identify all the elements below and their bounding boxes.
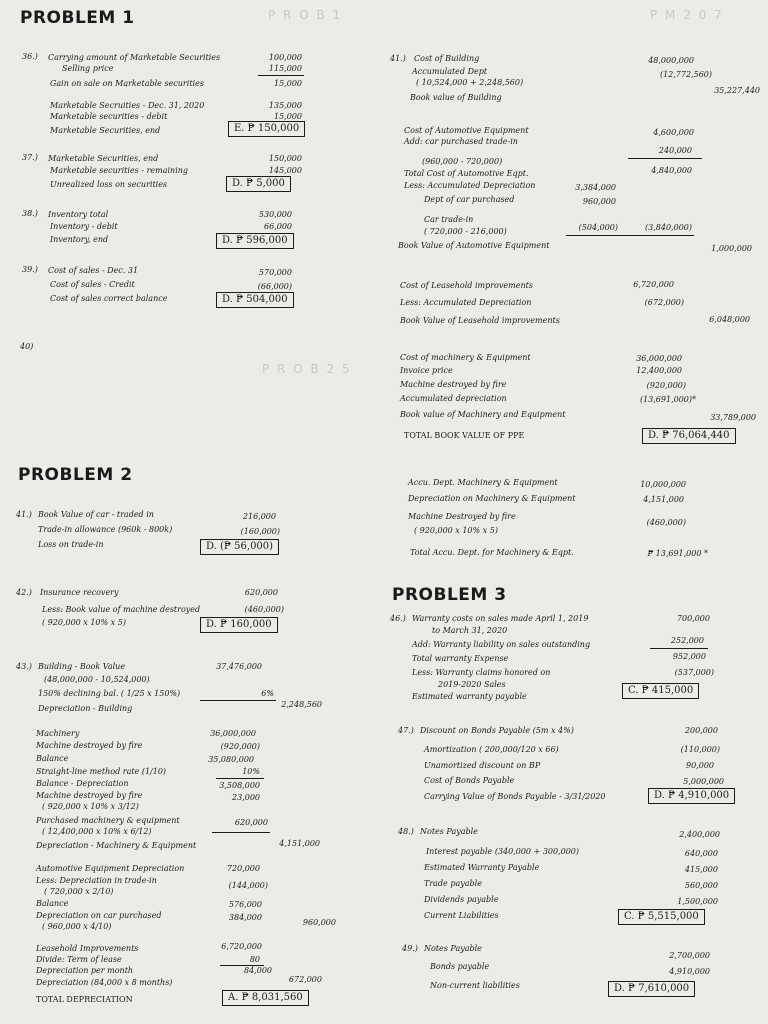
line-label: Inventory - debit [50, 222, 118, 231]
line-label: Cost of machinery & Equipment [400, 353, 531, 362]
separator-line [258, 75, 304, 76]
line-label: Inventory, end [50, 235, 109, 244]
line-label: Less: Depreciation in trade-in [36, 876, 157, 885]
line-value: 3,508,000 [219, 781, 260, 790]
line-label: Warranty costs on sales made April 1, 2019 [412, 614, 589, 623]
question-number: 49.) [402, 944, 418, 953]
line-label: Unamortized discount on BP [424, 761, 541, 770]
line-label: ( 10,524,000 + 2,248,560) [416, 78, 524, 87]
line-value: 5,000,000 [683, 777, 724, 786]
line-label: Machine destroyed by fire [400, 380, 507, 389]
line-label: Less: Accumulated Depreciation [400, 298, 532, 307]
line-label: Purchased machinery & equipment [36, 816, 180, 825]
line-label: ( 920,000 x 10% x 5) [42, 618, 126, 627]
problem-1-heading: PROBLEM 1 [20, 8, 135, 28]
line-label: ( 920,000 x 10% x 5) [414, 526, 498, 535]
line-label: Add: Warranty liability on sales outstanding [412, 640, 591, 649]
line-label: Cost of Automotive Equipment [404, 126, 529, 135]
line-label: Interest payable (340,000 + 300,000) [426, 847, 580, 856]
line-label: Book Value of Automotive Equipment [398, 241, 550, 250]
answer-box: E. ₱ 150,000 [228, 121, 305, 137]
line-value: 240,000 [658, 146, 692, 155]
line-label: Depreciation on Machinery & Equipment [408, 494, 576, 503]
question-number: 41.) [390, 54, 406, 63]
line-label: Notes Payable [420, 827, 478, 836]
line-value: 3,384,000 [575, 183, 616, 192]
answer-box: D. ₱ 160,000 [200, 617, 278, 633]
answer-box: A. ₱ 8,031,560 [222, 990, 309, 1006]
line-label: Accumulated depreciation [400, 394, 507, 403]
line-label: Depreciation (84,000 x 8 months) [36, 978, 173, 987]
line-label: Marketable Securities, end [48, 154, 159, 163]
line-value: 640,000 [684, 849, 718, 858]
answer-box: D. ₱ 76,064,440 [642, 428, 736, 444]
faint-bleed-text: P R O B 1 [268, 8, 343, 22]
line-value: 2,400,000 [679, 830, 720, 839]
line-label: Cost of sales - Credit [50, 280, 135, 289]
line-value: (504,000) [578, 223, 618, 232]
line-value: 720,000 [226, 864, 260, 873]
line-value: 4,151,000 [279, 839, 320, 848]
line-label: Total warranty Expense [412, 654, 509, 663]
line-label: Cost of Building [414, 54, 480, 63]
line-value: 4,151,000 [643, 495, 684, 504]
line-label: Book Value of Leasehold improvements [400, 316, 560, 325]
line-label: Total Cost of Automotive Eqpt. [404, 169, 529, 178]
line-value: (920,000) [646, 381, 686, 390]
answer-box: D. ₱ 504,000 [216, 292, 294, 308]
separator-line [212, 832, 270, 833]
line-label: Machine destroyed by fire [36, 791, 143, 800]
line-label: Notes Payable [424, 944, 482, 953]
line-value: 23,000 [232, 793, 260, 802]
line-label: Marketable securities - debit [50, 112, 168, 121]
line-value: (460,000) [646, 518, 686, 527]
line-label: 150% declining bal. ( 1/25 x 150%) [38, 689, 181, 698]
line-label: Unrealized loss on securities [50, 180, 168, 189]
line-value: 135,000 [268, 101, 302, 110]
line-label: Dept of car purchased [424, 195, 515, 204]
line-label: TOTAL BOOK VALUE OF PPE [404, 431, 525, 440]
line-label: Straight-line method rate (1/10) [36, 767, 167, 776]
line-value: 6,048,000 [709, 315, 750, 324]
line-label: Marketable Secruities - Dec. 31, 2020 [50, 101, 205, 110]
question-number: 38.) [22, 209, 38, 218]
line-value: 6,720,000 [633, 280, 674, 289]
line-value: 2,700,000 [669, 951, 710, 960]
separator-line [216, 778, 264, 779]
line-label: Loss on trade-in [38, 540, 104, 549]
line-value: (144,000) [228, 881, 268, 890]
line-label: Inventory total [48, 210, 109, 219]
line-label: Car trade-in [424, 215, 474, 224]
line-label: ( 720,000 - 216,000) [424, 227, 507, 236]
line-value: 672,000 [288, 975, 322, 984]
line-value: 216,000 [242, 512, 276, 521]
line-value: 4,910,000 [669, 967, 710, 976]
line-value: 960,000 [582, 197, 616, 206]
line-label: Accu. Dept. Machinery & Equipment [408, 478, 558, 487]
line-value: 48,000,000 [648, 56, 694, 65]
separator-line [200, 700, 276, 701]
line-value: 12,400,000 [636, 366, 682, 375]
line-label: Bonds payable [430, 962, 490, 971]
question-number: 48.) [398, 827, 414, 836]
question-number: 41.) [16, 510, 32, 519]
line-value: 35,227,440 [714, 86, 760, 95]
line-value: (3,840,000) [645, 223, 692, 232]
line-value: 700,000 [676, 614, 710, 623]
line-value: 530,000 [258, 210, 292, 219]
answer-box: C. ₱ 5,515,000 [618, 909, 705, 925]
line-label: Leasehold Improvements [36, 944, 139, 953]
line-value: 100,000 [268, 53, 302, 62]
line-value: 66,000 [264, 222, 292, 231]
line-value: 200,000 [684, 726, 718, 735]
line-value: 37,476,000 [216, 662, 262, 671]
line-value: 6% [261, 689, 274, 698]
line-label: Book Value of car - traded in [38, 510, 154, 519]
question-number: 43.) [16, 662, 32, 671]
line-value: (920,000) [220, 742, 260, 751]
line-label: Non-current liabilities [430, 981, 520, 990]
faint-bleed-text: P R O B 2 5 [262, 362, 352, 376]
question-number: 42.) [16, 588, 32, 597]
line-value: 384,000 [228, 913, 262, 922]
line-label: Selling price [62, 64, 114, 73]
line-label: Gain on sale on Marketable securities [50, 79, 204, 88]
line-label: Discount on Bonds Payable (5m x 4%) [420, 726, 574, 735]
line-value: 620,000 [234, 818, 268, 827]
line-label: ( 920,000 x 10% x 3/12) [42, 802, 139, 811]
question-number: 39.) [22, 265, 38, 274]
separator-line [628, 158, 702, 159]
line-value: 145,000 [268, 166, 302, 175]
line-label: (960,000 - 720,000) [422, 157, 503, 166]
separator-line [650, 648, 708, 649]
line-label: Marketable Securities, end [50, 126, 161, 135]
line-label: Cost of sales correct balance [50, 294, 168, 303]
problem-2-heading: PROBLEM 2 [18, 465, 133, 485]
line-label: Less: Accumulated Depreciation [404, 181, 536, 190]
line-label: Divide: Term of lease [36, 955, 122, 964]
line-label: ( 12,400,000 x 10% x 6/12) [42, 827, 152, 836]
separator-line [566, 235, 694, 236]
line-label: Trade-in allowance (960k - 800k) [38, 525, 173, 534]
line-value: 960,000 [302, 918, 336, 927]
question-number: 47.) [398, 726, 414, 735]
line-label: Current Liabilities [424, 911, 499, 920]
line-value: 4,840,000 [651, 166, 692, 175]
line-label: Carrying Value of Bonds Payable - 3/31/2020 [424, 792, 606, 801]
line-value: 952,000 [672, 652, 706, 661]
line-value: (537,000) [674, 668, 714, 677]
line-label: Marketable securities - remaining [50, 166, 189, 175]
answer-box: D. (₱ 56,000) [200, 539, 279, 555]
line-value: 4,600,000 [653, 128, 694, 137]
line-label: Insurance recovery [40, 588, 119, 597]
line-value: 10% [242, 767, 260, 776]
line-label: Balance - Depreciation [36, 779, 129, 788]
line-value: 6,720,000 [221, 942, 262, 951]
line-value: 252,000 [670, 636, 704, 645]
line-label: Estimated Warranty Payable [424, 863, 540, 872]
line-label: Depreciation - Machinery & Equipment [36, 841, 197, 850]
faint-bleed-text: P M 2 0 7 [650, 8, 724, 22]
line-value: 415,000 [684, 865, 718, 874]
line-value: 35,080,000 [208, 755, 254, 764]
line-value: ₱ 13,691,000 * [647, 549, 708, 558]
line-label: Less: Warranty claims honored on [412, 668, 551, 677]
answer-box: D. ₱ 596,000 [216, 233, 294, 249]
line-label: Machine Destroyed by fire [408, 512, 516, 521]
line-value: 620,000 [244, 588, 278, 597]
line-label: Cost of Leasehold improvements [400, 281, 533, 290]
line-label: to March 31, 2020 [432, 626, 508, 635]
question-number: 40) [20, 342, 34, 351]
line-value: (110,000) [680, 745, 720, 754]
question-number: 37.) [22, 153, 38, 162]
line-value: (13,691,000)* [639, 395, 696, 404]
line-label: Balance [36, 754, 69, 763]
answer-box: D. ₱ 7,610,000 [608, 981, 695, 997]
line-value: (672,000) [644, 298, 684, 307]
line-value: 15,000 [274, 79, 302, 88]
line-label: Less: Book value of machine destroyed [42, 605, 201, 614]
line-value: 150,000 [268, 154, 302, 163]
line-value: (460,000) [244, 605, 284, 614]
line-label: 2019-2020 Sales [438, 680, 506, 689]
line-label: Machine destroyed by fire [36, 741, 143, 750]
line-value: (66,000) [257, 282, 292, 291]
line-label: Trade payable [424, 879, 482, 888]
line-value: 10,000,000 [640, 480, 686, 489]
problem-3-heading: PROBLEM 3 [392, 585, 507, 605]
answer-box: D. ₱ 5,000 [226, 176, 291, 192]
line-label: Estimated warranty payable [412, 692, 527, 701]
question-number: 36.) [22, 52, 38, 61]
line-label: Building - Book Value [38, 662, 126, 671]
line-label: Cost of sales - Dec. 31 [48, 266, 139, 275]
line-value: 36,000,000 [636, 354, 682, 363]
line-value: 560,000 [684, 881, 718, 890]
line-label: Book value of Machinery and Equipment [400, 410, 566, 419]
line-value: 15,000 [274, 112, 302, 121]
line-label: Automotive Equipment Depreciation [36, 864, 185, 873]
line-label: Amortization ( 200,000/120 x 66) [424, 745, 559, 754]
line-label: Add: car purchased trade-in [404, 137, 518, 146]
question-number: 46.) [390, 614, 406, 623]
line-value: (12,772,560) [659, 70, 712, 79]
line-value: 115,000 [268, 64, 302, 73]
line-label: Machinery [36, 729, 80, 738]
line-value: 1,500,000 [677, 897, 718, 906]
line-value: 2,248,560 [281, 700, 322, 709]
answer-box: C. ₱ 415,000 [622, 683, 699, 699]
line-value: 80 [249, 955, 260, 964]
line-label: Carrying amount of Marketable Securities [48, 53, 221, 62]
line-label: Depreciation on car purchased [36, 911, 162, 920]
line-label: ( 960,000 x 4/10) [42, 922, 112, 931]
line-value: 84,000 [244, 966, 272, 975]
line-value: 576,000 [228, 900, 262, 909]
line-label: Cost of Bonds Payable [424, 776, 515, 785]
line-value: (160,000) [240, 527, 280, 536]
line-label: Depreciation - Building [38, 704, 133, 713]
line-label: Dividends payable [424, 895, 499, 904]
line-label: Balance [36, 899, 69, 908]
line-value: 36,000,000 [210, 729, 256, 738]
answer-box: D. ₱ 4,910,000 [648, 788, 735, 804]
line-label: TOTAL DEPRECIATION [36, 995, 133, 1004]
line-label: Invoice price [400, 366, 453, 375]
line-value: 570,000 [258, 268, 292, 277]
line-label: ( 720,000 x 2/10) [44, 887, 114, 896]
line-label: Book value of Building [410, 93, 502, 102]
line-value: 33,789,000 [710, 413, 756, 422]
line-label: Total Accu. Dept. for Machinery & Eqpt. [410, 548, 574, 557]
line-label: Depreciation per month [36, 966, 134, 975]
line-label: Accumulated Dept [412, 67, 488, 76]
line-value: 1,000,000 [711, 244, 752, 253]
line-label: (48,000,000 - 10,524,000) [44, 675, 150, 684]
line-value: 90,000 [686, 761, 714, 770]
